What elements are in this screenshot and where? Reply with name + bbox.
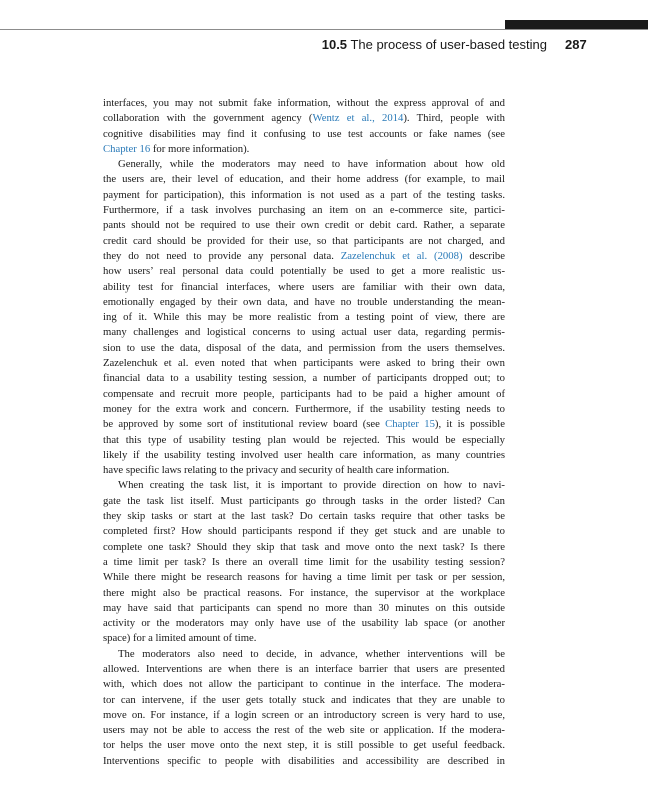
text-line: sion to use the data, disposal of the data, and permission from the users themselves. [103,341,505,354]
paragraph-3 [103,478,505,646]
text-line [103,249,505,264]
text-line: that this type of usability testing plan would be rejected. This would be especially [103,433,505,446]
text-line [103,111,505,126]
text-line: with, which does not allow the participant to continue in the interface. The modera- [103,678,505,691]
text-line: emotionally engaged by their own data, and have no trouble understanding the mean- [103,295,505,308]
text-line: pants should not be required to use their own credit or debit card. Rather, a separate [103,219,505,232]
text-line: have specific laws relating to the privacy and security of health care information. [103,464,450,477]
paragraph-2 [103,157,505,478]
text-line: The moderators also need to decide, in advance, whether interventions will be [118,647,505,660]
text-line: there might also be practical reasons. For instance, the supervisor at the workplace [103,586,505,599]
citation-link-wentz[interactable]: Wentz et al., 2014 [312,112,404,125]
text-line: complete one task? Should they skip that task and move onto the next task? Is there [103,540,505,553]
text-line: many challenges and logistical concerns to using actual user data, regarding permis- [103,326,505,339]
text-span: ), it is possible [434,418,505,431]
text-line: cognitive disabilities may find it confusing to use test accounts or fake names (see [103,127,505,140]
paragraph-1 [103,96,505,157]
paragraph-4 [103,647,505,769]
header-rule [0,29,648,30]
text-line: While there might be research reasons for having a time limit per task or per session, [103,571,505,584]
text-span: they do not need to provide any personal data. [103,249,341,262]
text-line: move on. For instance, if a login screen or an introductory screen is very hard to use, [103,708,505,721]
text-line: gate the task list itself. Must participants go through tasks in the order listed? Can [103,494,505,507]
text-line: financial data to a usability testing session, a number of participants dropped out; to [103,372,505,385]
text-line [103,417,505,432]
text-line: ability test for financial interfaces, where users are familiar with their own data, [103,280,505,293]
page-number: 287 [565,37,587,52]
text-line: allowed. Interventions are when there is an interface barrier that users are presented [103,662,505,675]
text-span: ). Third, people with [403,112,505,125]
text-line: credit card should be provided for their use, so that participants are not charged, and [103,234,505,247]
body-text [103,96,505,769]
section-title: The process of user-based testing [350,37,547,52]
text-line: likely if the usability testing involved user health care information, as many countries [103,448,505,461]
text-line: Interventions specific to people with disabilities and accessibility are described in [103,754,505,767]
section-number: 10.5 [321,37,348,52]
text-span: collaboration with the government agency ( [103,112,313,125]
text-line: When creating the task list, it is important to provide direction on how to navi- [118,479,505,492]
text-line: Zazelenchuk et al. even noted that when participants were asked to bring their own [103,357,505,370]
text-line: may have said that participants can spend no more than 30 minutes on this outside [103,601,505,614]
text-line: a time limit per task? Is there an overall time limit for the usability testing session? [103,555,505,568]
text-line: tor can intervene, if the user gets totally stuck and indicates that they are unable to [103,693,505,706]
text-span: be approved by some sort of institutional review board (see [103,418,386,431]
text-line: they skip tasks or start at the last task? Do certain tasks require that other tasks be [103,510,505,523]
text-line: users may not be able to access the rest of the web site or application. If the modera- [103,724,505,737]
citation-link-zazelenchuk[interactable]: Zazelenchuk et al. (2008) [340,249,463,262]
text-line: completed first? How should participants respond if they get stuck and are unable to [103,525,505,538]
text-line: tor helps the user move onto the next step, it is still possible to get useful feedback. [103,739,505,752]
chapter-16-link[interactable]: Chapter 16 [103,142,151,155]
text-line: payment for participation), this information is not used as a part of the testing tasks. [103,188,505,201]
text-line: ing of it. While this may be more realistic from a testing point of view, there are [103,311,505,324]
text-line: space) for a limited amount of time. [103,632,257,645]
text-line: interfaces, you may not submit fake information, without the express approval of and [103,97,505,109]
text-line: Furthermore, if a task involves purchasing an item on an e-commerce site, partici- [103,204,505,217]
chapter-15-link[interactable]: Chapter 15 [385,418,435,431]
text-line: the users are, their level of education, and their home address (for example, to mail [103,173,505,186]
text-line: how users’ real personal data could potentially be used to get a more realistic us- [103,265,505,278]
text-line: compensate and recruit more people, participants had to be paid a higher amount of [103,387,505,400]
text-span: describe [462,249,505,262]
text-line: money for the extra work and concern. Furthermore, if the usability testing needs to [103,402,505,415]
text-line [103,142,505,157]
text-span: for more information). [150,142,250,155]
running-head [321,37,587,52]
text-line: Generally, while the moderators may need to have information about how old [118,158,505,171]
text-line: activity or the moderators may only have use of the usability lab space (or another [103,617,505,630]
